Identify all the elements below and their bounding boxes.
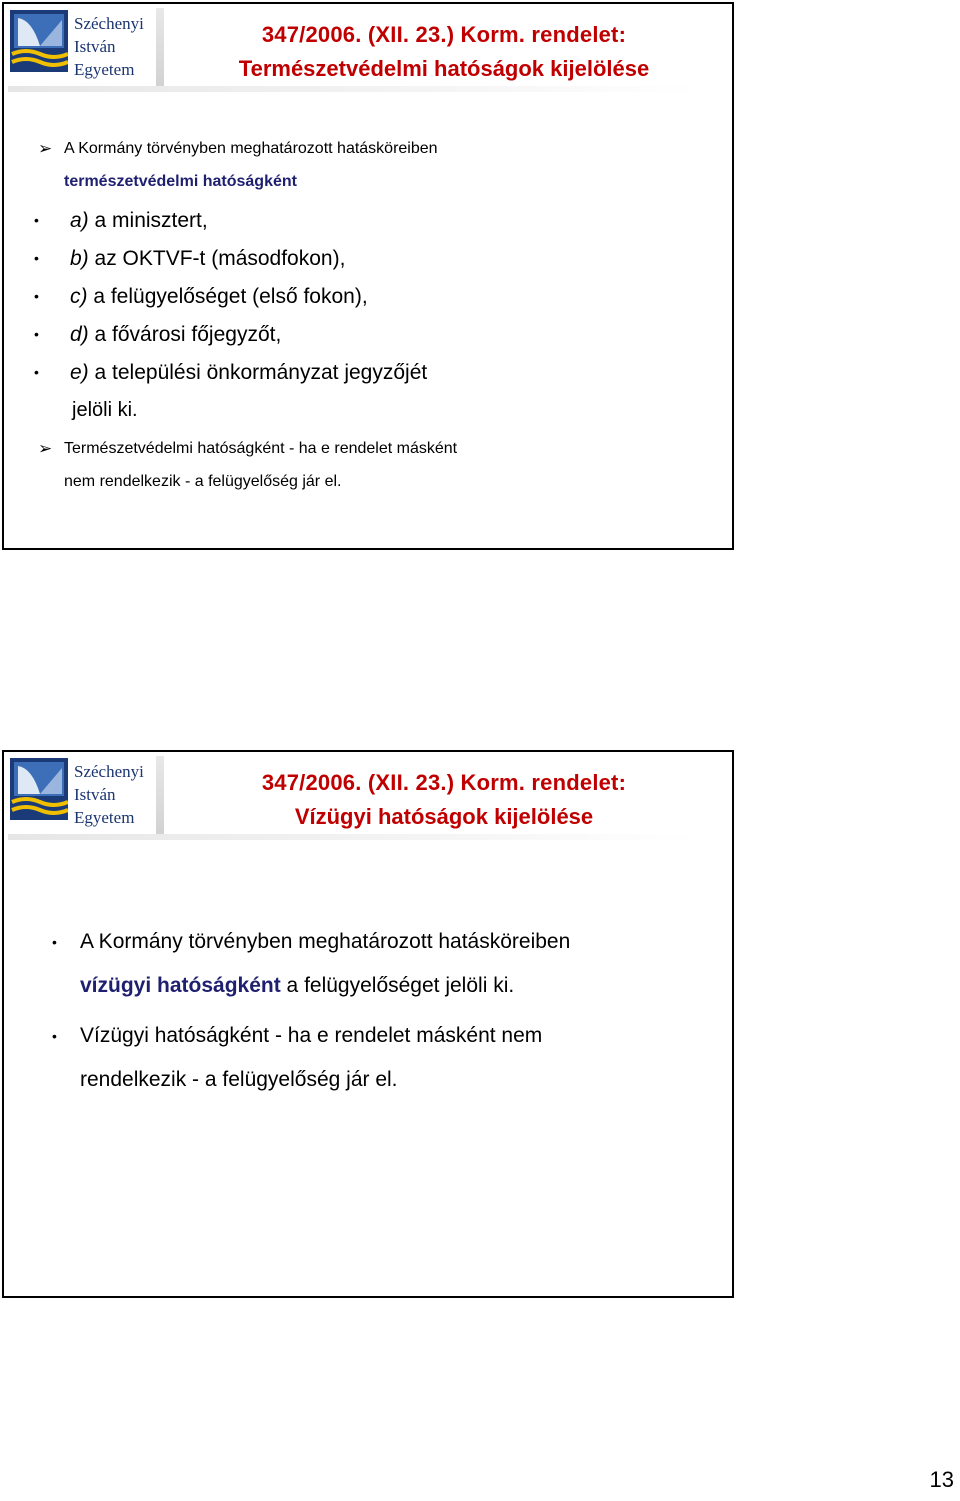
note-line-2: nem rendelkezik - a felügyelőség jár el. xyxy=(64,473,342,490)
university-logo-icon xyxy=(10,10,68,72)
logo-line-3: Egyetem xyxy=(74,60,135,79)
closing-text: jelöli ki. xyxy=(72,399,138,421)
intro-paragraph xyxy=(38,132,718,198)
note-paragraph xyxy=(38,432,718,498)
logo-text xyxy=(74,12,144,81)
intro-line-1: A Kormány törvényben meghatározott hatásköreiben xyxy=(64,140,438,157)
logo-line-2: István xyxy=(74,785,116,804)
header-vertical-divider xyxy=(156,756,164,840)
item-label: c) xyxy=(70,285,88,308)
logo-line-3: Egyetem xyxy=(74,808,135,827)
bullet-dot-icon: • xyxy=(52,1028,57,1044)
item-label: e) xyxy=(70,361,89,384)
bullet-2-line-2: rendelkezik - a felügyelőség jár el. xyxy=(80,1068,398,1091)
logo-line-2: István xyxy=(74,37,116,56)
bullet-paragraph-2 xyxy=(52,1014,692,1102)
bullet-dot-icon: • xyxy=(34,288,39,304)
note-line-1: Természetvédelmi hatóságként - ha e rendelet másként xyxy=(64,440,458,457)
list-item xyxy=(34,282,368,311)
item-label: b) xyxy=(70,247,89,270)
logo-text xyxy=(74,760,144,829)
slide-title-line-2: Természetvédelmi hatóságok kijelölése xyxy=(238,56,650,81)
logo-line-1: Széchenyi xyxy=(74,14,144,33)
list-item xyxy=(34,244,345,273)
bullet-dot-icon: • xyxy=(34,326,39,342)
list-item xyxy=(34,358,427,387)
item-text: a felügyelőséget (első fokon), xyxy=(87,285,368,308)
list-item xyxy=(34,320,281,349)
item-text: a fővárosi főjegyzőt, xyxy=(88,323,282,346)
slide-2 xyxy=(2,750,734,1298)
item-text: a települési önkormányzat jegyzőjét xyxy=(88,361,428,384)
bullet-dot-icon: • xyxy=(34,250,39,266)
bullet-1-line-1: A Kormány törvényben meghatározott hatásköreiben xyxy=(80,930,571,953)
bullet-2-line-1: Vízügyi hatóságként - ha e rendelet másként nem xyxy=(80,1024,543,1047)
item-text: a minisztert, xyxy=(88,209,208,232)
slide-title-line-2: Vízügyi hatóságok kijelölése xyxy=(294,804,594,829)
bullet-1-rest: a felügyelőséget jelöli ki. xyxy=(280,974,515,997)
item-text: az OKTVF-t (másodfokon), xyxy=(88,247,346,270)
bullet-dot-icon: • xyxy=(34,212,39,228)
bullet-dot-icon: • xyxy=(52,934,57,950)
arrow-bullet-icon: ➢ xyxy=(38,439,53,458)
logo-line-1: Széchenyi xyxy=(74,762,144,781)
item-label: a) xyxy=(70,209,89,232)
arrow-bullet-icon: ➢ xyxy=(38,139,53,158)
bullet-dot-icon: • xyxy=(34,364,39,380)
page-number: 13 xyxy=(929,1467,954,1492)
item-label: d) xyxy=(70,323,89,346)
header-horizontal-divider xyxy=(8,86,698,92)
list-item xyxy=(34,206,208,235)
bullet-1-bold: vízügyi hatóságként xyxy=(80,974,281,997)
university-logo-icon xyxy=(10,758,68,820)
header-vertical-divider xyxy=(156,8,164,92)
slide-title xyxy=(164,18,724,86)
bullet-paragraph-1 xyxy=(52,920,692,1008)
header-horizontal-divider xyxy=(8,834,698,840)
slide-1 xyxy=(2,2,734,550)
slide-title xyxy=(164,766,724,834)
slide-title-line-1: 347/2006. (XII. 23.) Korm. rendelet: xyxy=(261,22,627,47)
intro-line-2: természetvédelmi hatóságként xyxy=(64,173,297,190)
slide-title-line-1: 347/2006. (XII. 23.) Korm. rendelet: xyxy=(261,770,627,795)
